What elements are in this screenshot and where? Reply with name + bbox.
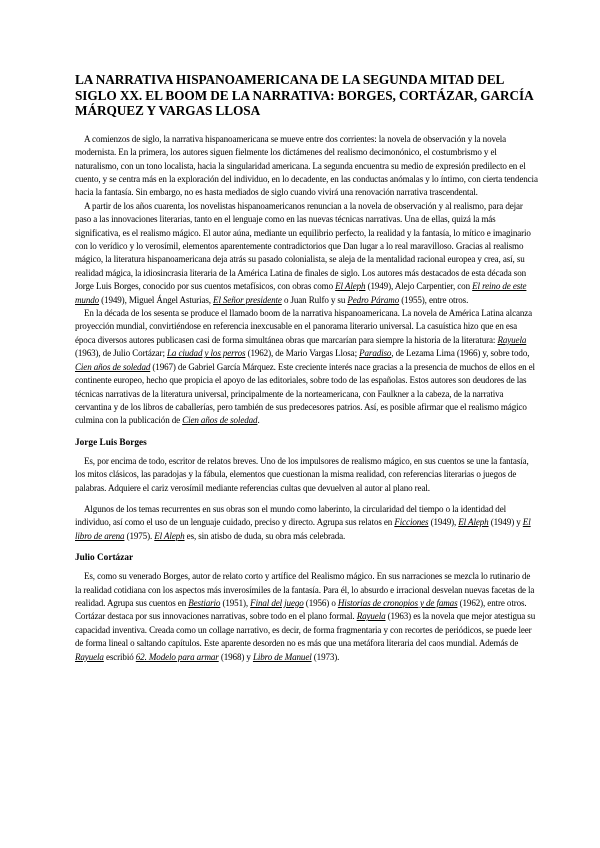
paragraph-boom: En la década de los sesenta se produce el llamado boom de la narrativa hispanoamericana. La novela de América Latina alcanza proyección mundial, convirtiéndose en referencia inexcusable en el panorama literario universal. La casuística hizo que en esa época diversos autores publicasen casi de forma simultánea obras que marcarían para siempre la historia de la literatura: Rayuela (1963), de Julio Cortázar; La ciudad y los perros (1962), de Mario Vargas Llosa; Paradiso, de Lezama Lima (1966) y, sobre todo, Cien años de soledad (1967) de Gabriel García Márquez. Este creciente interés nace gracias a la presencia de muchos de ellos en el continente europeo, hecho que propicia el apoyo de las editoriales, sobre todo de las españolas. Estos autores son deudores de las técnicas narrativas de la literatura universal, principalmente de la norteamericana, con Faulkner a la cabeza, de la narrativa cervantina y de los libros de caballerías, pero también de sus predecesores patrios. Así, es posible afirmar que el realismo mágico culmina con la publicación de Cien años de soledad. (75, 308, 535, 426)
work-title: Final del juego (250, 597, 304, 608)
section-heading-cortazar: Julio Cortázar (75, 553, 134, 564)
work-title: Paradiso (359, 348, 392, 359)
paragraph-realismo-magico: A partir de los años cuarenta, los novelistas hispanoamericanos renuncian a la novela de observación y al realismo, para dejar paso a las innovaciones literarias, tanto en el lenguaje como en las nuevas técnicas narrativas. Una de ellas, quizá la más significativa, es el realismo mágico. El autor aúna, mediante un equilibrio perfecto, la realidad y la fantasía, lo mítico e imaginario con lo verídico y lo verosímil, elementos aparentemente contradictorios que Dan lugar a lo real maravilloso. Gracias al realismo mágico, la literatura hispanoamericana deja atrás su pasado colonialista, se aleja de la mentalidad racional europea y crea, así, su realidad mágica, la idiosincrasia literaria de la América Latina de finales de siglo. Los autores más destacados de esta década son Jorge Luis Borges, conocido por sus cuentos metafísicos, con obras como El Aleph (1949), Alejo Carpentier, con El reino de este mundo (1949), Miguel Ángel Asturias, El Señor presidente o Juan Rulfo y su Pedro Páramo (1955), entre otros. (75, 200, 531, 305)
work-title: Pedro Páramo (347, 294, 400, 305)
work-title: El Aleph (458, 517, 489, 528)
work-title: El Señor presidente (213, 294, 282, 305)
paragraph-borges-2: Algunos de los temas recurrentes en sus obras son el mundo como laberinto, la circularidad del tiempo o la identidad del individuo, así como el uso de un lenguaje cuidado, preciso y directo. Agrupa sus relatos en Ficciones (1949), El Aleph (1949) y El libro de arena (1975). El Aleph es, sin atisbo de duda, su obra más celebrada. (75, 503, 531, 541)
work-title: Bestiario (188, 597, 221, 608)
work-title: Cien años de soledad (75, 361, 151, 372)
work-title: Rayuela (356, 611, 386, 622)
work-title: Rayuela (497, 334, 527, 345)
work-title: 62. Modelo para armar (135, 651, 219, 662)
work-title: Cien años de soledad (182, 415, 258, 426)
work-title: Historias de cronopios y de famas (337, 597, 458, 608)
work-title: El Aleph (154, 530, 185, 541)
page-title: LA NARRATIVA HISPANOAMERICANA DE LA SEGUNDA MITAD DEL SIGLO XX. EL BOOM DE LA NARRATIVA: BORGES, CORTÁZAR, GARCÍA MÁRQUEZ Y VARGAS LLOSA (75, 72, 533, 119)
work-title: El libro de arena (75, 517, 531, 541)
work-title: El reino de este mundo (75, 281, 527, 305)
work-title: Rayuela (75, 651, 104, 662)
paragraph-cortazar: Es, como su venerado Borges, autor de relato corto y artífice del Realismo mágico. En sus narraciones se mezcla lo rutinario de la realidad cotidiana con los aspectos más inverosímiles de la fantasía. Para él, lo absurdo e irracional desvelan nuevas facetas de la realidad. Agrupa sus cuentos en Bestiario (1951), Final del juego (1956) o Historias de cronopios y de famas (1962), entre otros. Cortázar destaca por sus innovaciones narrativas, sobre todo en el plano formal. Rayuela (1963) es la novela que mejor atestigua su capacidad inventiva. Creada como un collage narrativo, es decir, de forma fragmentaria y con recortes de periódicos, se puede leer de forma lineal o saltando capítulos. Este aparente desorden no es más que una metáfora literaria del caos mundial. Además de Rayuela escribió 62. Modelo para armar (1968) y Libro de Manuel (1973). (75, 571, 536, 662)
work-title: Ficciones (394, 517, 429, 528)
work-title: El Aleph (335, 281, 366, 292)
work-title: Libro de Manuel (252, 651, 312, 662)
paragraph-intro: A comienzos de siglo, la narrativa hispanoamericana se mueve entre dos corrientes: la novela de observación y la novela modernista. En la primera, los autores siguen fielmente los dictámenes del realismo decimonónico, el costumbrismo y el naturalismo, con un tono localista, hacia la singularidad americana. La segunda encuentra su medio de expresión predilecto en el cuento, y se centra más en la exploración del individuo, en lo decadente, en las conductas anómalas y lo íntimo, con cierta tendencia hacia la fantasía. Sin embargo, no es hasta mediados de siglo cuando vivirá una renovación narrativa trascendental. (75, 133, 538, 198)
paragraph-borges-1: Es, por encima de todo, escritor de relatos breves. Uno de los impulsores de realismo mágico, en sus cuentos se une la fantasía, los mitos clásicos, las paradojas y la fábula, elementos que cuestionan la misma realidad, con referencias literarias o juegos de palabras. Adquiere el cariz verosímil mediante referencias cultas que devuelven al autor al plano real. (75, 455, 529, 493)
section-heading-borges: Jorge Luis Borges (75, 437, 147, 448)
work-title: La ciudad y los perros (166, 348, 246, 359)
